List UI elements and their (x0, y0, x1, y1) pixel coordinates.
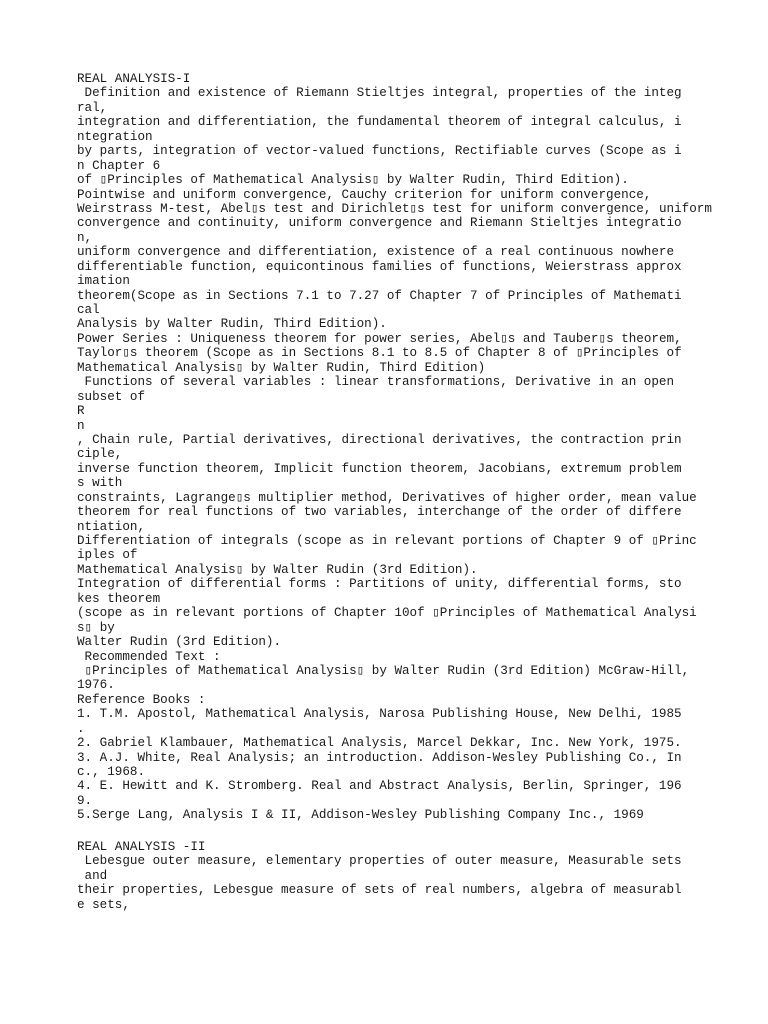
reference-item: 3. A.J. White, Real Analysis; an introduction. Addison-Wesley Publishing Co., In (77, 750, 682, 765)
text-line: s with (77, 476, 123, 491)
text-line: Mathematical Analysis▯ by Walter Rudin (3rd Edition). (77, 562, 478, 577)
text-line: Walter Rudin (3rd Edition). (77, 635, 282, 650)
section-real-analysis-2 (77, 840, 757, 912)
text-line: imation (77, 274, 130, 289)
text-line: subset of (77, 389, 146, 404)
text-line: Mathematical Analysis▯ by Walter Rudin, Third Edition) (77, 360, 486, 375)
text-line: ntiation, (77, 519, 146, 534)
text-line: (scope as in relevant portions of Chapter 10of ▯Principles of Mathematical Analysi (77, 606, 697, 621)
text-line: Differentiation of integrals (scope as in relevant portions of Chapter 9 of ▯Princ (77, 534, 697, 548)
text-line: integration and differentiation, the fundamental theorem of integral calculus, i (77, 115, 682, 130)
text-line: uniform convergence and differentiation, existence of a real continuous nowhere (77, 245, 675, 260)
text-line: n (77, 418, 85, 433)
text-line: ciple, (77, 447, 123, 462)
text-line: Functions of several variables : linear transformations, Derivative in an open (77, 375, 675, 390)
section-heading: REAL ANALYSIS -II (77, 840, 206, 854)
text-line: kes theorem (77, 591, 161, 606)
text-line: inverse function theorem, Implicit function theorem, Jacobians, extremum problem (77, 461, 682, 476)
text-line: R (77, 404, 85, 419)
reference-item: 4. E. Hewitt and K. Stromberg. Real and Abstract Analysis, Berlin, Springer, 196 (77, 779, 682, 794)
text-line: Analysis by Walter Rudin, Third Edition). (77, 317, 387, 332)
text-line: iples of (77, 548, 138, 563)
reference-books-label: Reference Books : (77, 692, 206, 707)
text-line: Weirstrass M-test, Abel▯s test and Dirichlet▯s test for uniform convergence, uniform (77, 201, 712, 216)
text-line: e sets, (77, 897, 130, 912)
text-line: n Chapter 6 (77, 158, 161, 173)
text-line: Lebesgue outer measure, elementary properties of outer measure, Measurable sets (77, 854, 682, 869)
text-line: by parts, integration of vector-valued functions, Rectifiable curves (Scope as i (77, 144, 682, 159)
recommended-text-label: Recommended Text : (77, 649, 221, 664)
text-line: ▯Principles of Mathematical Analysis▯ by Walter Rudin (3rd Edition) McGraw-Hill, (77, 663, 690, 678)
text-line: Pointwise and uniform convergence, Cauchy criterion for uniform convergence, (77, 187, 652, 202)
reference-item: 5.Serge Lang, Analysis I & II, Addison-Wesley Publishing Company Inc., 1969 (77, 808, 644, 823)
reference-item: 2. Gabriel Klambauer, Mathematical Analysis, Marcel Dekkar, Inc. New York, 1975. (77, 736, 682, 751)
text-line: n, (77, 230, 93, 245)
reference-item: 1. T.M. Apostol, Mathematical Analysis, Narosa Publishing House, New Delhi, 1985 (77, 707, 682, 722)
text-line: their properties, Lebesgue measure of sets of real numbers, algebra of measurabl (77, 883, 682, 898)
text-line: theorem(Scope as in Sections 7.1 to 7.27 of Chapter 7 of Principles of Mathemati (77, 288, 682, 303)
text-line: , Chain rule, Partial derivatives, directional derivatives, the contraction prin (77, 432, 682, 447)
text-line: s▯ by (77, 620, 115, 635)
text-line: of ▯Principles of Mathematical Analysis▯ by Walter Rudin, Third Edition). (77, 173, 629, 188)
text-line: and (77, 868, 108, 883)
text-line: theorem for real functions of two variables, interchange of the order of differe (77, 505, 682, 520)
text-line: Taylor▯s theorem (Scope as in Sections 8.1 to 8.5 of Chapter 8 of ▯Principles of (77, 346, 682, 361)
text-line: 1976. (77, 678, 115, 693)
text-line: . (77, 721, 85, 736)
text-line: Integration of differential forms : Partitions of unity, differential forms, sto (77, 577, 682, 592)
text-line: cal (77, 303, 100, 317)
section-heading: REAL ANALYSIS-I (77, 72, 191, 86)
section-real-analysis-1 (77, 72, 757, 823)
text-line: c., 1968. (77, 765, 146, 779)
text-line: constraints, Lagrange▯s multiplier method, Derivatives of higher order, mean value (77, 490, 697, 505)
text-line: differentiable function, equicontinous families of functions, Weierstrass approx (77, 259, 682, 274)
text-line: convergence and continuity, uniform convergence and Riemann Stieltjes integratio (77, 216, 682, 231)
text-line: Definition and existence of Riemann Stieltjes integral, properties of the integ (77, 86, 682, 101)
text-line: ntegration (77, 129, 153, 144)
text-line: Power Series : Uniqueness theorem for power series, Abel▯s and Tauber▯s theorem, (77, 331, 682, 346)
text-line: 9. (77, 793, 93, 808)
text-line: ral, (77, 100, 108, 115)
